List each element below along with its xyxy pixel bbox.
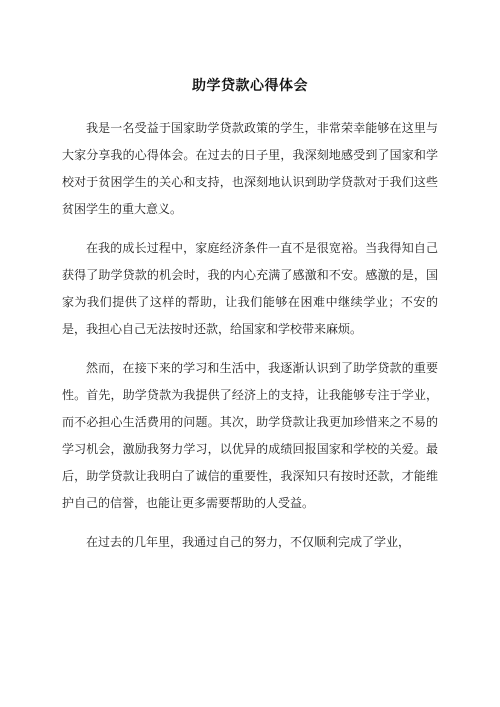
paragraph-2: 在我的成长过程中，家庭经济条件一直不是很宽裕。当我得知自己获得了助学贷款的机会时，我的内心充满了感激和不安。感激的是，国家为我们提供了这样的帮助，让我们能够在困难中继续学业；不安的是，我担心自己无法按时还款，给国家和学校带来麻烦。 [62, 241, 438, 336]
paragraph-3: 然而，在接下来的学习和生活中，我逐渐认识到了助学贷款的重要性。首先，助学贷款为我提供了经济上的支持，让我能够专注于学业，而不必担心生活费用的问题。其次，助学贷款让我更加珍惜来之不易的学习机会，激励我努力学习，以优异的成绩回报国家和学校的关爱。最后，助学贷款让我明白了诚信的重要性，我深知只有按时还款，才能维护自己的信誉，也能让更多需要帮助的人受益。 [62, 361, 438, 510]
paragraph-4: 在过去的几年里，我通过自己的努力，不仅顺利完成了学业， [86, 535, 411, 549]
document-title: 助学贷款心得体会 [192, 78, 308, 94]
paragraph-1: 我是一名受益于国家助学贷款政策的学生，非常荣幸能够在这里与大家分享我的心得体会。在过去的日子里，我深刻地感受到了国家和学校对于贫困学生的关心和支持，也深刻地认识到助学贷款对于我们这些贫困学生的重大意义。 [62, 121, 438, 216]
document-body [62, 115, 438, 568]
